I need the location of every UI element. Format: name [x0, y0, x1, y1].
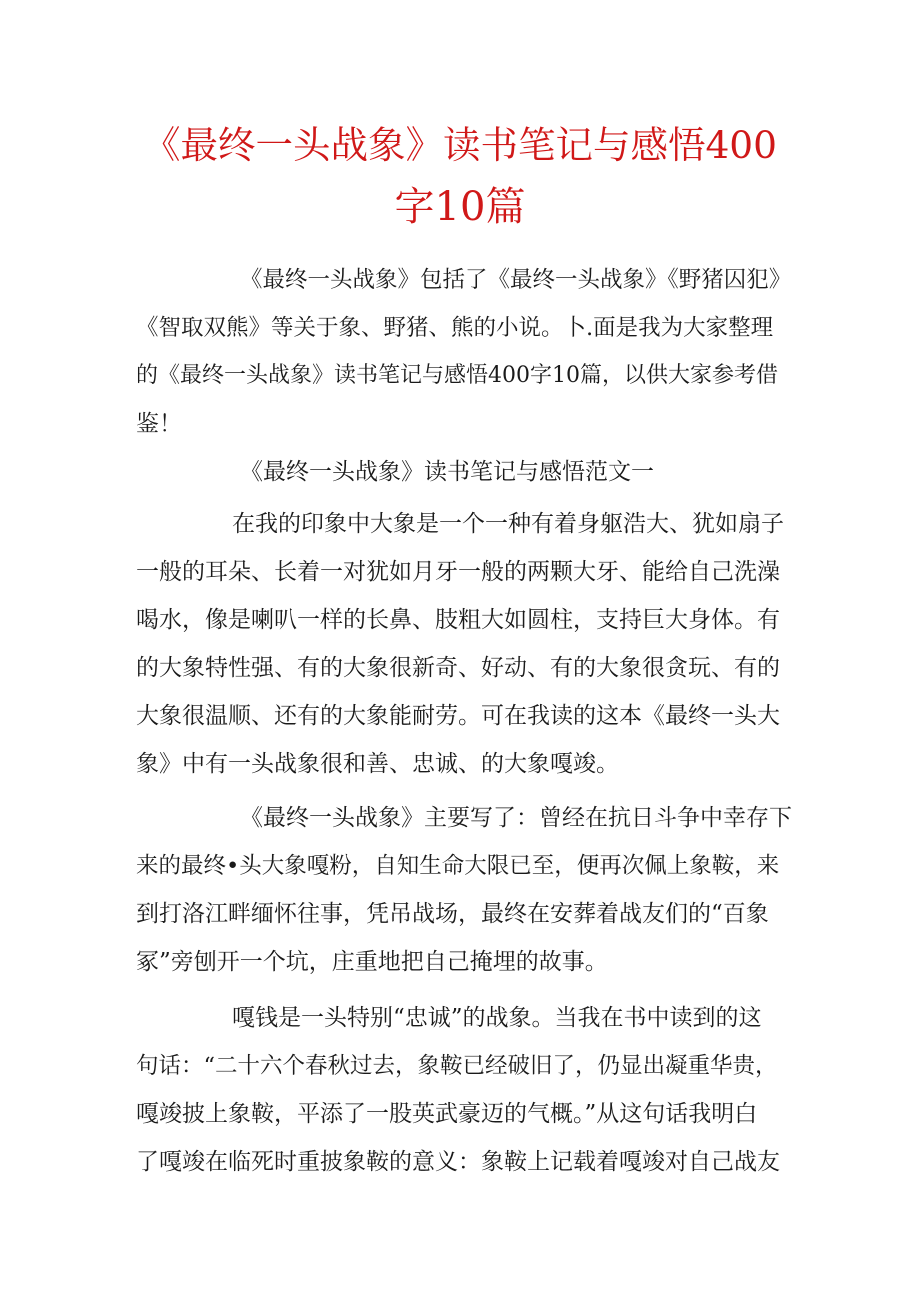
paragraph-1-line: 一般的耳朵、长着一对犹如月牙一般的两颗大牙、能给自己洗澡	[136, 559, 780, 585]
paragraph-3-line: 句话：“二十六个春秋过去，象鞍已经破旧了，仍显出凝重华贵，	[136, 1053, 778, 1079]
intro-line: 《智取双熊》等关于象、野猪、熊的小说。卜.面是我为大家整理	[136, 315, 774, 341]
paragraph-2-line: 来的最终•头大象嘎粉，自知生命大限已至，便再次佩上象鞍，来	[136, 853, 780, 879]
document-title-line-1: 《最终一头战象》读书笔记与感悟400	[142, 123, 778, 167]
paragraph-1-line: 象》中有一头战象很和善、忠诚、的大象嘎竣。	[136, 751, 619, 777]
section-heading: 《最终一头战象》读书笔记与感悟范文一	[240, 459, 654, 485]
paragraph-2-line: 《最终一头战象》主要写了：曾经在抗日斗争中幸存下	[240, 805, 792, 831]
intro-line: 鉴！	[136, 411, 182, 437]
paragraph-3-line: 嘎钱是一头特别“忠诚”的战象。当我在书中读到的这	[232, 1005, 762, 1031]
paragraph-1-line: 的大象特性强、有的大象很新奇、好动、有的大象很贪玩、有的	[136, 655, 780, 681]
paragraph-3-line: 嘎竣披上象鞍，平添了一股英武豪迈的气概。”从这句话我明白	[136, 1101, 758, 1127]
paragraph-2-line: 到打洛江畔缅怀往事，凭吊战场，最终在安葬着战友们的“百象	[136, 901, 769, 927]
paragraph-1-line: 在我的印象中大象是一个一种有着身躯浩大、犹如扇子	[232, 511, 784, 537]
paragraph-2-line: 冢”旁刨开一个坑，庄重地把自己掩埋的故事。	[136, 949, 608, 975]
paragraph-3-line: 了嘎竣在临死时重披象鞍的意义：象鞍上记载着嘎竣对自己战友	[136, 1149, 780, 1175]
paragraph-1-line: 喝水，像是喇叭一样的长鼻、肢粗大如圆柱，支持巨大身体。有	[136, 607, 780, 633]
intro-line: 《最终一头战象》包括了《最终一头战象》《野猪囚犯》	[240, 267, 792, 293]
intro-line: 的《最终一头战象》读书笔记与感悟400字10篇，以供大家参考借	[136, 363, 778, 388]
paragraph-1-line: 大象很温顺、还有的大象能耐劳。可在我读的这本《最终一头大	[136, 703, 780, 729]
document-title-line-2: 字10篇	[394, 184, 526, 230]
